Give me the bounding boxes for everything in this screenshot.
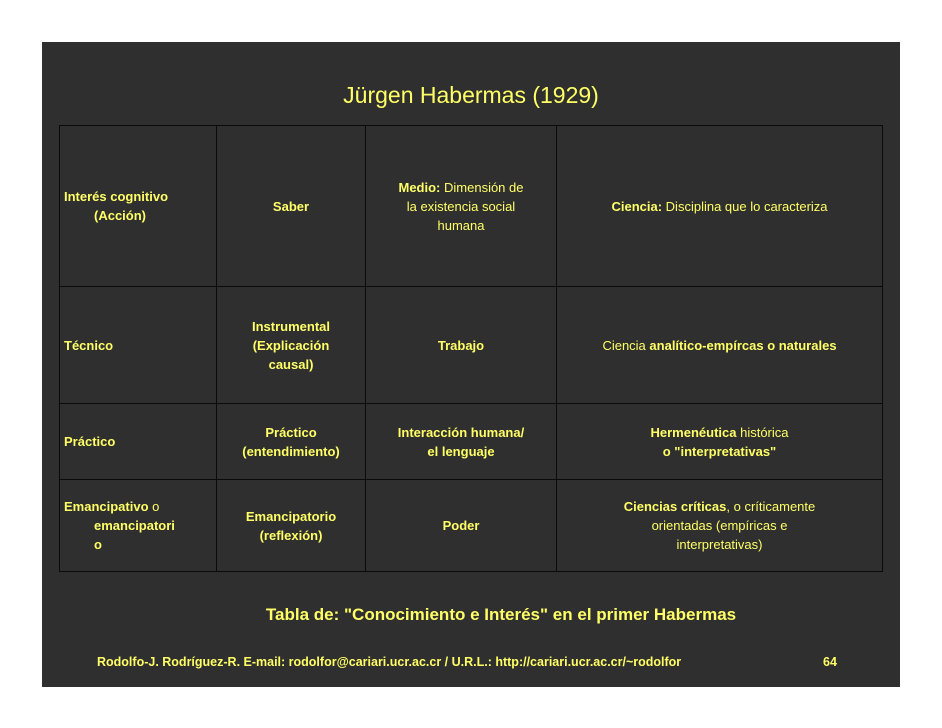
row-practico-ciencia: Hermenéutica histórica o "interpretativas" xyxy=(557,404,883,480)
row-tecnico-medio: Trabajo xyxy=(366,287,557,404)
table-row xyxy=(60,404,883,480)
slide xyxy=(42,42,900,687)
row-practico-interes: Práctico xyxy=(60,404,217,480)
row-emancipativo-saber: Emancipatorio (reflexión) xyxy=(217,480,366,572)
table-caption: Tabla de: "Conocimiento e Interés" en el primer Habermas xyxy=(265,605,737,624)
table-header-row xyxy=(60,126,883,287)
footer-credits: Rodolfo-J. Rodríguez-R. E-mail: rodolfor@cariari.ucr.ac.cr / U.R.L.: http://cariari.ucr.ac.cr/~rodolfor xyxy=(97,655,682,669)
table-row xyxy=(60,287,883,404)
row-emancipativo-medio: Poder xyxy=(366,480,557,572)
habermas-table xyxy=(59,125,883,572)
header-medio: Medio: Dimensión de la existencia social humana xyxy=(366,126,557,287)
header-interes: Interés cognitivo (Acción) xyxy=(60,126,217,287)
row-emancipativo-ciencia: Ciencias críticas, o críticamente orientadas (empíricas e interpretativas) xyxy=(557,480,883,572)
row-tecnico-interes: Técnico xyxy=(60,287,217,404)
page-number: 64 xyxy=(823,655,837,669)
row-emancipativo-interes: Emancipativo o emancipatori o xyxy=(60,480,217,572)
row-tecnico-saber: Instrumental (Explicación causal) xyxy=(217,287,366,404)
row-tecnico-ciencia: Ciencia analítico-empírcas o naturales xyxy=(557,287,883,404)
slide-title: Jürgen Habermas (1929) xyxy=(343,82,599,108)
header-saber: Saber xyxy=(217,126,366,287)
row-practico-medio: Interacción humana/ el lenguaje xyxy=(366,404,557,480)
header-ciencia: Ciencia: Disciplina que lo caracteriza xyxy=(557,126,883,287)
table-row xyxy=(60,480,883,572)
row-practico-saber: Práctico (entendimiento) xyxy=(217,404,366,480)
